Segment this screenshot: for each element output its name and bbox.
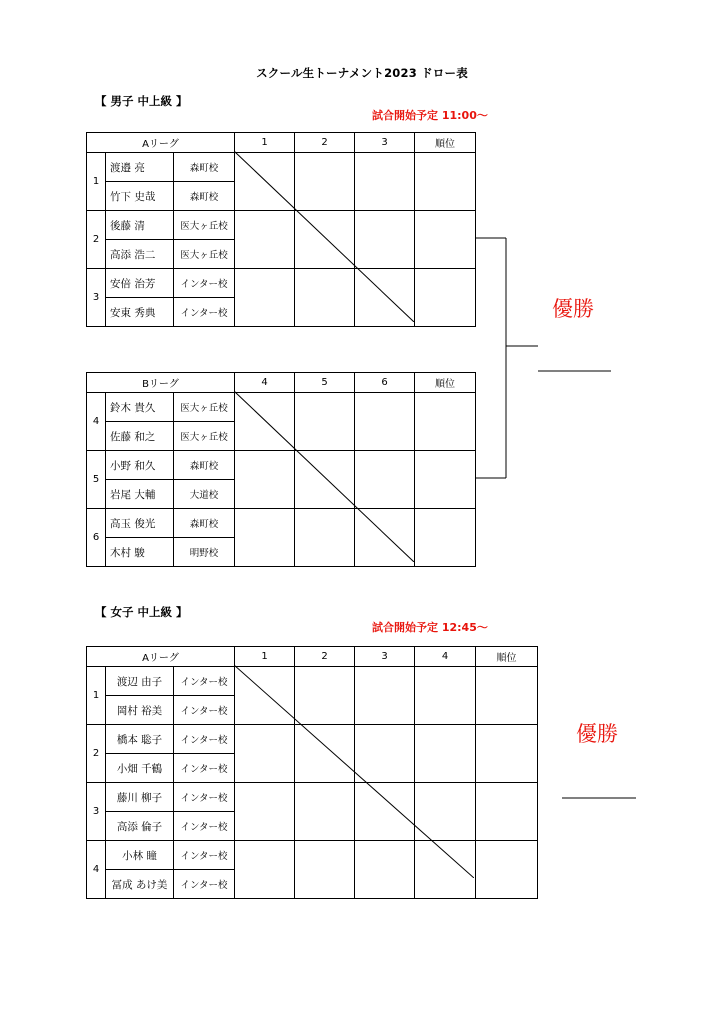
player-school: 大道校 (174, 480, 235, 509)
player-name: 渡辺 由子 (106, 667, 174, 696)
player-school: インター校 (174, 783, 235, 812)
score-cell (355, 725, 415, 783)
player-name: 高添 浩二 (106, 240, 174, 269)
score-cell (235, 725, 295, 783)
group-number: 1 (87, 153, 106, 211)
girls-league-a-table (86, 646, 538, 899)
group-number: 2 (87, 211, 106, 269)
col-header: 3 (355, 647, 415, 667)
score-cell (355, 841, 415, 899)
league-name: Aリーグ (87, 133, 235, 153)
col-header: 5 (295, 373, 355, 393)
score-cell (295, 153, 355, 211)
league-name: Bリーグ (87, 373, 235, 393)
player-school: 森町校 (174, 451, 235, 480)
score-cell (235, 841, 295, 899)
score-cell (355, 269, 415, 327)
group-number: 5 (87, 451, 106, 509)
player-school: 森町校 (174, 509, 235, 538)
score-cell (295, 451, 355, 509)
player-school: 森町校 (174, 153, 235, 182)
rank-header: 順位 (415, 373, 476, 393)
rank-cell (476, 841, 538, 899)
boys-league-b-table (86, 372, 476, 567)
player-name: 安倍 治芳 (106, 269, 174, 298)
score-cell (235, 509, 295, 567)
score-cell (355, 451, 415, 509)
player-school: インター校 (174, 841, 235, 870)
girls-start-time: 試合開始予定 12:45～ (372, 621, 488, 634)
player-school: インター校 (174, 725, 235, 754)
player-school: インター校 (174, 696, 235, 725)
boys-league-a-table (86, 132, 476, 327)
score-cell (415, 783, 476, 841)
player-school: 医大ヶ丘校 (174, 211, 235, 240)
player-name: 木村 駿 (106, 538, 174, 567)
player-name: 藤川 柳子 (106, 783, 174, 812)
col-header: 1 (235, 647, 295, 667)
rank-cell (415, 451, 476, 509)
score-cell (355, 783, 415, 841)
player-name: 小野 和久 (106, 451, 174, 480)
col-header: 2 (295, 133, 355, 153)
score-cell (295, 783, 355, 841)
rank-cell (476, 667, 538, 725)
score-cell (355, 211, 415, 269)
boys-bracket-lines (470, 230, 620, 490)
score-cell (295, 269, 355, 327)
col-header: 1 (235, 133, 295, 153)
rank-header: 順位 (415, 133, 476, 153)
group-number: 1 (87, 667, 106, 725)
group-number: 3 (87, 269, 106, 327)
group-number: 3 (87, 783, 106, 841)
group-number: 6 (87, 509, 106, 567)
rank-cell (415, 153, 476, 211)
document-title: スクール生トーナメント2023 ドロー表 (256, 66, 468, 80)
rank-cell (415, 509, 476, 567)
player-name: 小林 瞳 (106, 841, 174, 870)
player-school: 医大ヶ丘校 (174, 393, 235, 422)
player-name: 後藤 清 (106, 211, 174, 240)
rank-cell (415, 211, 476, 269)
player-school: 医大ヶ丘校 (174, 240, 235, 269)
score-cell (235, 783, 295, 841)
score-cell (235, 451, 295, 509)
col-header: 3 (355, 133, 415, 153)
league-name: Aリーグ (87, 647, 235, 667)
rank-cell (415, 269, 476, 327)
score-cell (355, 509, 415, 567)
player-name: 小畑 千鶴 (106, 754, 174, 783)
score-cell (355, 667, 415, 725)
col-header: 4 (235, 373, 295, 393)
player-school: 森町校 (174, 182, 235, 211)
player-name: 岡村 裕美 (106, 696, 174, 725)
player-name: 安東 秀典 (106, 298, 174, 327)
player-name: 高添 倫子 (106, 812, 174, 841)
group-number: 2 (87, 725, 106, 783)
rank-cell (415, 393, 476, 451)
score-cell (295, 211, 355, 269)
rank-cell (476, 783, 538, 841)
girls-champion-label: 優勝 (576, 722, 618, 746)
girls-champion-line (560, 790, 640, 806)
player-name: 佐藤 和之 (106, 422, 174, 451)
boys-section-label: 【 男子 中上級 】 (95, 94, 188, 108)
score-cell (235, 153, 295, 211)
score-cell (235, 393, 295, 451)
score-cell (235, 211, 295, 269)
score-cell (295, 509, 355, 567)
score-cell (235, 269, 295, 327)
player-school: インター校 (174, 269, 235, 298)
rank-header: 順位 (476, 647, 538, 667)
player-school: インター校 (174, 298, 235, 327)
player-school: インター校 (174, 754, 235, 783)
group-number: 4 (87, 393, 106, 451)
col-header: 4 (415, 647, 476, 667)
boys-start-time: 試合開始予定 11:00～ (372, 109, 488, 122)
player-school: インター校 (174, 667, 235, 696)
score-cell (415, 725, 476, 783)
girls-section-label: 【 女子 中上級 】 (95, 605, 188, 619)
score-cell (295, 667, 355, 725)
player-name: 冨成 あけ美 (106, 870, 174, 899)
score-cell (415, 841, 476, 899)
player-name: 鈴木 貴久 (106, 393, 174, 422)
player-name: 橋本 聡子 (106, 725, 174, 754)
score-cell (295, 841, 355, 899)
player-name: 岩尾 大輔 (106, 480, 174, 509)
player-name: 渡邉 亮 (106, 153, 174, 182)
player-name: 竹下 史哉 (106, 182, 174, 211)
score-cell (355, 153, 415, 211)
boys-champion-label: 優勝 (552, 297, 594, 321)
score-cell (355, 393, 415, 451)
col-header: 6 (355, 373, 415, 393)
col-header: 2 (295, 647, 355, 667)
player-school: 医大ヶ丘校 (174, 422, 235, 451)
group-number: 4 (87, 841, 106, 899)
player-school: インター校 (174, 870, 235, 899)
player-school: インター校 (174, 812, 235, 841)
score-cell (295, 393, 355, 451)
score-cell (235, 667, 295, 725)
player-name: 高玉 俊光 (106, 509, 174, 538)
player-school: 明野校 (174, 538, 235, 567)
rank-cell (476, 725, 538, 783)
score-cell (295, 725, 355, 783)
score-cell (415, 667, 476, 725)
